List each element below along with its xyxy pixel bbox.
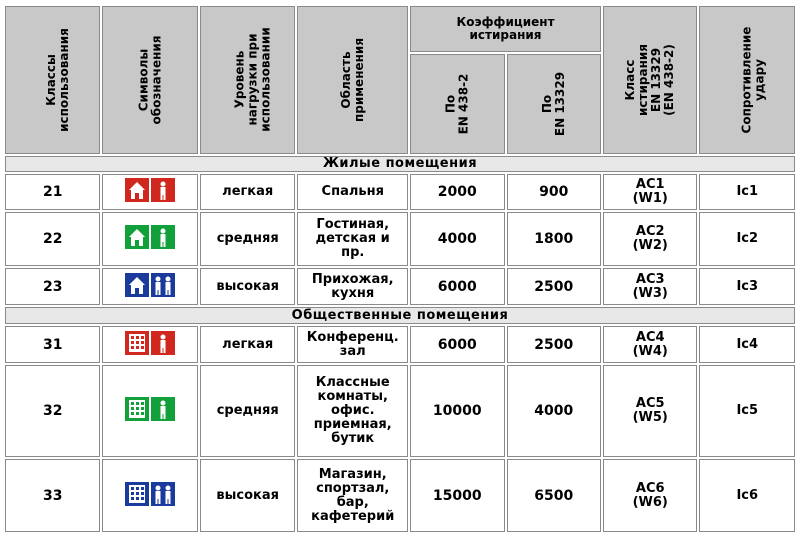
area-cell: Конференц. зал <box>297 326 408 363</box>
ac-class-cell: AC1 (W1) <box>603 174 697 209</box>
symbol-cell <box>102 212 197 266</box>
en13329-cell: 1800 <box>507 212 602 266</box>
impact-cell: Ic3 <box>699 268 795 305</box>
impact-cell: Ic4 <box>699 326 795 363</box>
impact-cell: Ic5 <box>699 365 795 457</box>
table-row <box>5 326 795 363</box>
en438-cell: 15000 <box>410 459 504 532</box>
section-public: Общественные помещения <box>5 307 795 324</box>
load-cell: легкая <box>200 174 295 209</box>
area-cell: Спальня <box>297 174 408 209</box>
symbol-cell <box>102 459 197 532</box>
header-symbols: Символы обозначения <box>102 6 197 154</box>
house-people-blue-icon <box>125 273 175 297</box>
load-cell: средняя <box>200 212 295 266</box>
impact-cell: Ic6 <box>699 459 795 532</box>
usage-class-cell: 32 <box>5 365 100 457</box>
usage-class-cell: 33 <box>5 459 100 532</box>
load-cell: высокая <box>200 268 295 305</box>
table-row <box>5 212 795 266</box>
area-cell: Прихожая, кухня <box>297 268 408 305</box>
area-cell: Классные комнаты, офис. приемная, бутик <box>297 365 408 457</box>
en13329-cell: 900 <box>507 174 602 209</box>
header-abrasion-coefficient: Коэффициент истирания <box>410 6 601 52</box>
usage-class-cell: 22 <box>5 212 100 266</box>
building-people-blue-icon <box>125 482 175 506</box>
header-application-area: Область применения <box>297 6 408 154</box>
symbol-cell <box>102 268 197 305</box>
area-cell: Магазин, спортзал, бар, кафетерий <box>297 459 408 532</box>
impact-cell: Ic2 <box>699 212 795 266</box>
header-abrasion-class: Класс истирания EN 13329 (EN 438-2) <box>603 6 697 154</box>
section-residential: Жилые помещения <box>5 156 795 173</box>
usage-class-cell: 21 <box>5 174 100 209</box>
en13329-cell: 2500 <box>507 268 602 305</box>
load-cell: легкая <box>200 326 295 363</box>
symbol-cell <box>102 174 197 209</box>
en438-cell: 6000 <box>410 268 504 305</box>
house-person-green-icon <box>125 225 175 249</box>
header-load-level: Уровень нагрузки при использовании <box>200 6 295 154</box>
wear-class-table <box>3 4 797 534</box>
table-row <box>5 174 795 209</box>
symbol-cell <box>102 326 197 363</box>
usage-class-cell: 23 <box>5 268 100 305</box>
ac-class-cell: AC6 (W6) <box>603 459 697 532</box>
load-cell: высокая <box>200 459 295 532</box>
en438-cell: 2000 <box>410 174 504 209</box>
ac-class-cell: AC4 (W4) <box>603 326 697 363</box>
en13329-cell: 2500 <box>507 326 602 363</box>
ac-class-cell: AC3 (W3) <box>603 268 697 305</box>
table-row <box>5 268 795 305</box>
header-en438: По EN 438-2 <box>410 54 504 154</box>
building-person-green-icon <box>125 397 175 421</box>
table-row <box>5 365 795 457</box>
en13329-cell: 4000 <box>507 365 602 457</box>
header-impact-resistance: Сопротивление удару <box>699 6 795 154</box>
impact-cell: Ic1 <box>699 174 795 209</box>
en438-cell: 10000 <box>410 365 504 457</box>
building-person-red-icon <box>125 331 175 355</box>
en438-cell: 4000 <box>410 212 504 266</box>
load-cell: средняя <box>200 365 295 457</box>
en13329-cell: 6500 <box>507 459 602 532</box>
ac-class-cell: AC2 (W2) <box>603 212 697 266</box>
usage-class-cell: 31 <box>5 326 100 363</box>
ac-class-cell: AC5 (W5) <box>603 365 697 457</box>
house-person-red-icon <box>125 178 175 202</box>
table-row <box>5 459 795 532</box>
en438-cell: 6000 <box>410 326 504 363</box>
symbol-cell <box>102 365 197 457</box>
header-usage-class: Классы использования <box>5 6 100 154</box>
area-cell: Гостиная, детская и пр. <box>297 212 408 266</box>
header-en13329: По EN 13329 <box>507 54 602 154</box>
